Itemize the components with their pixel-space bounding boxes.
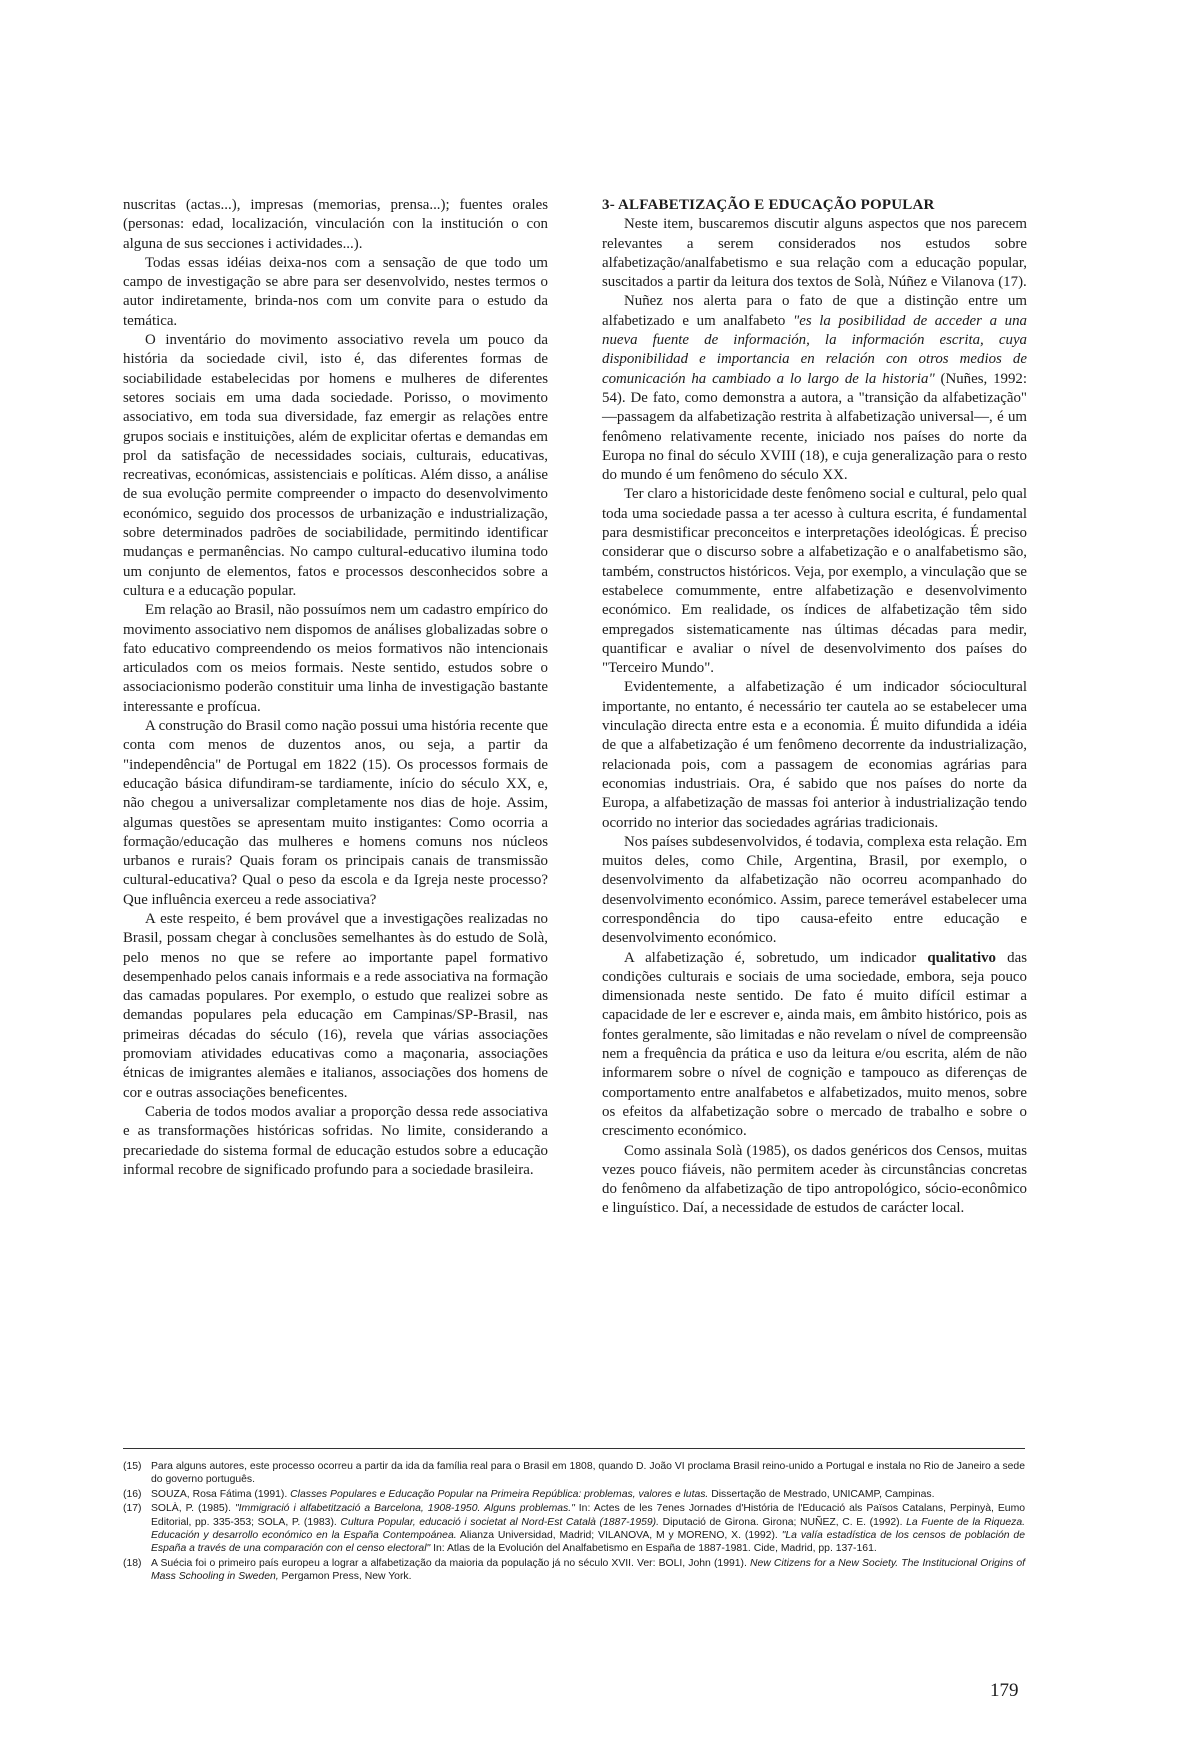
- paragraph: Caberia de todos modos avaliar a proporção dessa rede associativa e as transformações históricas sofridas. No limite, considerando a precariedade do sistema formal de educação estudos sobre a educação informal recobre de significado profundo para a sociedade brasileira.: [123, 1103, 548, 1178]
- paragraph: Em relação ao Brasil, não possuímos nem um cadastro empírico do movimento associativo nem dispomos de análises globalizadas sobre o fato educativo compreendendo os meios formativos não intencionais articulados com os meios formais. Neste sentido, estudos sobre o associacionismo poderão constituir uma linha de investigação bastante interessante e profícua.: [123, 602, 548, 715]
- paragraph: Ter claro a historicidade deste fenômeno social e cultural, pelo qual toda uma sociedade passa a ter acesso à cultura escrita, é fundamental para desmistificar preconceitos e interpretações ideológicas. É preciso considerar que o discurso sobre a alfabetização e o analfabetismo são, também, constructos históricos. Veja, por exemplo, a vinculação que se estabelece comummente, entre alfabetização e desenvolvimento económico. Em realidade, os índices de alfabetização têm sido empregados sistematicamente nas últimas décadas para medir, quantificar e avaliar o nível de desenvolvimento dos países do "Terceiro Mundo".: [602, 486, 1027, 677]
- text-run: Dissertação de Mestrado, UNICAMP, Campinas.: [708, 1488, 935, 1500]
- paragraph: O inventário do movimento associativo revela um pouco da história da sociedade civil, isto é, das diferentes formas de sociabilidade estabelecidas por homens e mulheres de diferentes setores sociais em uma dada sociedade. Porisso, o movimento associativo, em toda sua diversidade, faz emergir as relações entre grupos sociais e instituições, além de explicitar ofertas e demandas em prol da satisfação de necessidades sociais, culturais, educativas, recreativas, económicas, assistenciais e políticas. Além disso, a análise de sua evolução permite compreender o impacto do desenvolvimento económico, seguido dos processos de urbanização e industrialização, sobre determinados padrões de sociabilidade, permitindo identificar mudanças e permanências. No campo cultural-educativo ilumina todo um conjunto de elementos, fatos e processos desconhecidos sobre a cultura e a educação popular.: [123, 332, 548, 599]
- paragraph: Como assinala Solà (1985), os dados genéricos dos Censos, muitas vezes pouco fiáveis, não permitem aceder às circunstâncias concretas do fenômeno da alfabetização de tipo antropológico, sócio-econômico e linguístico. Daí, a necessidade de estudos de carácter local.: [602, 1142, 1027, 1217]
- footnote-text: Para alguns autores, este processo ocorreu a partir da ida da família real para o Brasil em 1808, quando D. João VI proclama Brasil reino-unido a Portugal e instala no Rio de Janeiro a sede do governo português.: [151, 1461, 1025, 1486]
- footnote-17: [123, 1502, 1025, 1556]
- footnote-15: [123, 1460, 1025, 1487]
- footnote-18: [123, 1557, 1025, 1584]
- text-run: In: Atlas de la Evolución del Analfabetismo en España de 1887-1981. Cide, Madrid, pp. 137-161.: [430, 1543, 877, 1555]
- section-heading: 3- ALFABETIZAÇÃO E EDUCAÇÃO POPULAR: [602, 197, 935, 213]
- footnote-number: (15): [123, 1461, 142, 1472]
- paragraph: [602, 949, 1027, 1142]
- citation-title: Cultura Popular, educació i societat al Nord-Est Català (1887-1959).: [340, 1516, 660, 1528]
- footnote-number: (18): [123, 1557, 142, 1569]
- paragraph: Nos países subdesenvolvidos, é todavia, complexa esta relação. Em muitos deles, como Chile, Argentina, Brasil, por exemplo, o desenvolvimento da alfabetização não ocorreu acompanhado do desenvolvimento económico. Assim, parece temerável estabelecer uma correspondência do tipo causa-efeito entre educação e desenvolvimento económico.: [602, 833, 1027, 947]
- text-run: In: Actes de les 7enes Jornades d'História de l'Educació als Països Catalans, Perpinyà, Eumo Editorial, pp. 335-353; SOLA, P. (1983).: [151, 1503, 1026, 1528]
- text-run: das condições culturais e sociais de uma sociedade, embora, seja pouco dimensionada neste sentido. De fato é muito difícil estimar a capacidade de ler e escrever e, ainda mais, em âmbito histórico, pois as fontes geralmente, são limitadas e não revelam o nível de compreensão nem a frequência da prática e uso da leitura e/ou escrita, além de não informarem sobre o nível de cognição e tampouco as diferenças de comportamento entre analfabetos e alfabetizados, muito menos, sobre os efeitos da alfabetização sobre o mercado de trabalho e sobre o crescimento económico.: [602, 949, 1027, 1140]
- paragraph: [602, 292, 1027, 485]
- footnote-text: [151, 1557, 1025, 1584]
- paragraph: Neste item, buscaremos discutir alguns aspectos que nos parecem relevantes a serem considerados nos estudos sobre alfabetização/analfabetismo e sua relação com a educação popular, suscitados a partir da leitura dos textos de Solà, Núñez e Vilanova (17).: [602, 216, 1027, 291]
- paragraph: Todas essas idéias deixa-nos com a sensação de que todo um campo de investigação se abre para ser desenvolvido, nestes termos o autor indiretamente, brinda-nos com um convite para o estudo da temática.: [123, 254, 548, 329]
- footnote-16: [123, 1488, 1025, 1501]
- text-run: Pergamon Press, New York.: [278, 1571, 412, 1583]
- citation-title: "Immigració i alfabetització a Barcelona, 1908-1950. Alguns problemas.": [234, 1503, 575, 1515]
- right-column: [602, 196, 1027, 1219]
- footnote-number: (16): [123, 1488, 142, 1500]
- paragraph: Evidentemente, a alfabetização é um indicador sóciocultural importante, no entanto, é necessário ter cautela ao se estabelecer uma vinculação directa entre esta e a economia. É muito difundida a idéia de que a alfabetização é um fenômeno decorrente da industrialização, relacionada pois, com a passagem de economias agrárias para economias industriais. Ora, é sabido que nos países do norte da Europa, a alfabetização de massas foi anterior à industrialização tendo ocorrido no interior das sociedades agrárias tradicionais.: [602, 679, 1027, 831]
- text-run: SOUZA, Rosa Fátima (1991).: [151, 1488, 291, 1500]
- footnote-text: [151, 1488, 1025, 1501]
- citation-title: Classes Populares e Educação Popular na Primeira República: problemas, valores e lutas.: [290, 1488, 709, 1500]
- left-column: [123, 196, 548, 1180]
- text-run: Nuñez nos alerta para o fato de que a distinção entre um alfabetizado e um analfabeto: [602, 293, 1027, 329]
- text-run: (Nuñes, 1992: 54). De fato, como demonstra a autora, a "transição da alfabetização" —passagem da alfabetização restrita à alfabetização universal—, é um fenômeno relativamente recente, iniciado nos países do norte da Europa no final do século XVIII (18), e cuja generalização para o resto do mundo é um fenômeno do século XX.: [602, 370, 1027, 484]
- continued-paragraph: nuscritas (actas...), impresas (memorias, prensa...); fuentes orales (personas: edad, localización, vinculación con la institución o con alguna de sus secciones i actividades...).: [123, 197, 548, 252]
- citation-title: New Citizens for a New Society. The Institucional Origins of Mass Schooling in Sweden,: [151, 1557, 1025, 1583]
- paragraph: A construção do Brasil como nação possui uma história recente que conta com menos de duzentos anos, ou seja, a partir da "independência" de Portugal em 1822 (15). Os processos formais de educação básica difundiram-se tardiamente, início do século XX, e, não chegou a universalizar completamente nos dias de hoje. Assim, algumas questões se apresentam muito instigantes: Como ocorria a formação/educação das mulheres e homens comuns nos núcleos urbanos e rurais? Quais foram os principais canais de transmissão cultural-educativa? Qual o peso da escola e da Igreja neste processo? Que influência exerceu a rede associativa?: [123, 718, 548, 908]
- spanish-quote: "es la posibilidad de acceder a una nueva fuente de información, la información escrita, cuya disponibilidad e importancia en relación con otros medios de comunicación ha cambiado a lo largo de la historia": [602, 312, 1027, 387]
- footnote-separator: [123, 1448, 1025, 1449]
- text-run: SOLÀ, P. (1985).: [151, 1503, 235, 1515]
- text-run: A alfabetização é, sobretudo, um indicador: [624, 949, 928, 966]
- text-run: A Suécia foi o primeiro país europeu a lograr a alfabetização da maioria da população já no século XVII. Ver: BOLI, John (1991).: [151, 1557, 750, 1569]
- paragraph: A este respeito, é bem provável que a investigações realizadas no Brasil, possam chegar à conclusões semelhantes às do estudo de Solà, pelo menos no que se refere ao importante papel formativo desempenhado pelos canais informais e a rede associativa na formação das camadas populares. Por exemplo, o estudo que realizei sobre as demandas populares pela educação em Campinas/SP-Brasil, nas primeiras décadas do século (16), revela que várias associações promoviam atividades educativas como a maçonaria, associações étnicas de imigrantes alemães e italianos, associações dos homens de cor e outras associações beneficentes.: [123, 910, 548, 1101]
- text-run: Diputació de Girona. Girona; NUÑEZ, C. E. (1992).: [659, 1516, 907, 1528]
- footnote-number: (17): [123, 1503, 142, 1515]
- text-run: Alianza Universidad, Madrid; VILANOVA, M y MORENO, X. (1992).: [456, 1530, 782, 1542]
- footnote-text: [151, 1502, 1025, 1556]
- citation-title: "La valía estadística de los censos de población de España a través de una comparación con el censo electoral": [151, 1530, 1025, 1555]
- footnotes: [123, 1460, 1025, 1585]
- citation-title: La Fuente de la Riqueza. Educación y desarrollo económico en la España Contempoánea.: [151, 1516, 1026, 1542]
- page-number: 179: [990, 1680, 1019, 1701]
- bold-term: qualitativo: [927, 949, 996, 966]
